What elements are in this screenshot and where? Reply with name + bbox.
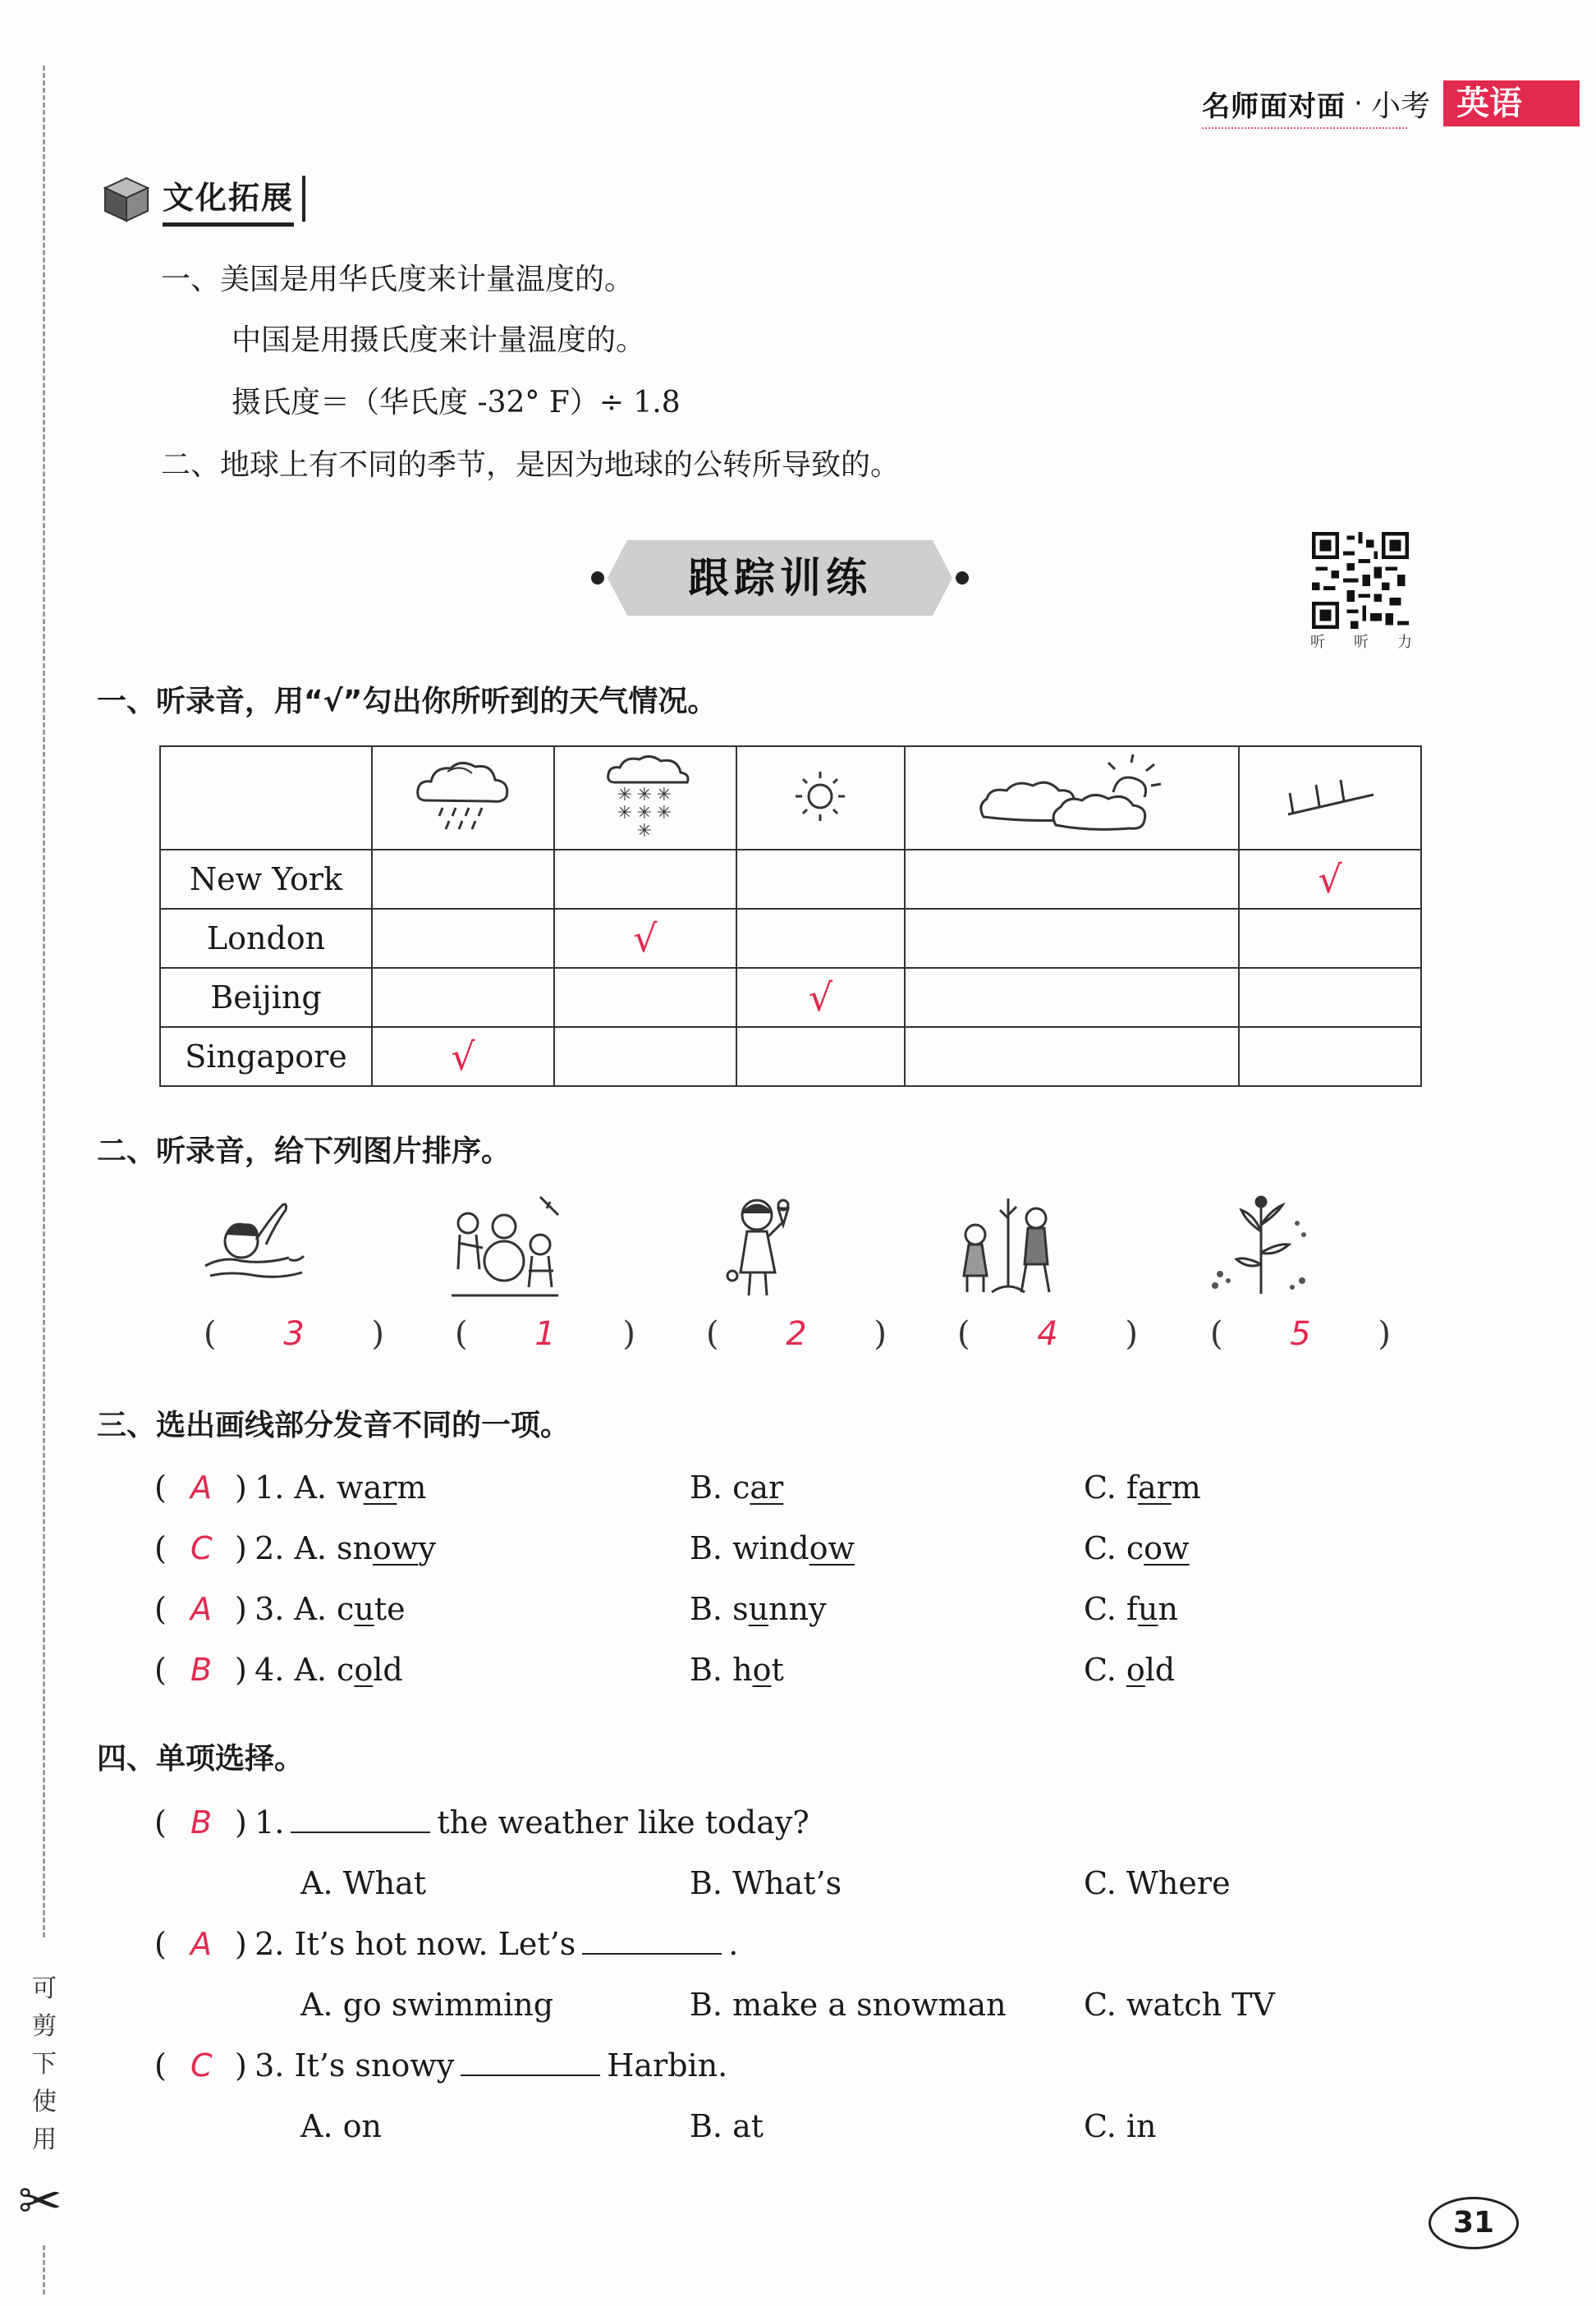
- cut-line: [43, 66, 45, 1937]
- cut-hint-char: 使: [32, 2088, 57, 2116]
- option-a: A. cold: [294, 1652, 403, 1688]
- option-b: B. make a snowman: [690, 1987, 1007, 2023]
- check-cell[interactable]: [905, 1027, 1239, 1086]
- choice-question: [154, 1804, 809, 1841]
- page-header: [1202, 82, 1580, 125]
- option-a: A. What: [300, 1865, 427, 1901]
- answer-value: C: [190, 2047, 213, 2084]
- question-number: 1.: [255, 1804, 285, 1841]
- section4-title: 四、单项选择。: [97, 1742, 305, 1776]
- question-text-post: .: [728, 1926, 739, 1962]
- order-answer[interactable]: [204, 1315, 384, 1353]
- order-answer[interactable]: [957, 1315, 1138, 1353]
- windy-icon: [1239, 746, 1421, 850]
- brand-name: 名师面对面: [1202, 84, 1346, 124]
- answer-paren[interactable]: ( C ): [154, 1530, 247, 1566]
- svg-text:✳: ✳: [656, 785, 672, 805]
- option-b: B. window: [690, 1530, 855, 1566]
- answer-value: A: [190, 1926, 212, 1962]
- culture-line: 摄氏度＝（华氏度 -32° F）÷ 1.8: [232, 386, 681, 419]
- corner-cell: [160, 746, 372, 850]
- option-b: B. sunny: [690, 1591, 827, 1627]
- training-banner: [591, 540, 969, 616]
- option-a: A. cute: [294, 1591, 406, 1627]
- check-mark: √: [808, 975, 833, 1020]
- option-c: C. farm: [1084, 1469, 1201, 1506]
- banner-title: 跟踪训练: [688, 554, 872, 602]
- svg-text:✳: ✳: [636, 803, 653, 823]
- check-mark: √: [451, 1034, 475, 1079]
- culture-line: 一、美国是用华氏度来计量温度的。: [161, 263, 635, 296]
- option-b: B. at: [690, 2108, 764, 2144]
- check-cell[interactable]: [1239, 1027, 1421, 1086]
- answer-value: A: [190, 1469, 212, 1506]
- cut-hint-char: 可: [32, 1974, 57, 2003]
- check-cell[interactable]: [554, 1027, 736, 1086]
- question-text-post: the weather like today?: [437, 1804, 809, 1841]
- check-cell[interactable]: [736, 850, 905, 909]
- answer-blank[interactable]: [582, 1928, 722, 1955]
- culture-line: 中国是用摄氏度来计量温度的。: [232, 323, 646, 357]
- autumn-tree-icon: [1200, 1190, 1323, 1305]
- answer-paren[interactable]: ( C ): [154, 2047, 247, 2084]
- answer-value: 4: [1037, 1315, 1058, 1353]
- order-answer[interactable]: [455, 1315, 635, 1353]
- cloudy-icon: [974, 751, 1171, 841]
- choice-question: [154, 1926, 738, 1962]
- rainy-icon: [372, 746, 554, 850]
- answer-paren[interactable]: ( A ): [154, 1591, 247, 1627]
- section1-title: 一、听录音，用“√”勾出你所听到的天气情况。: [97, 685, 718, 718]
- check-cell[interactable]: [372, 968, 554, 1027]
- answer-value: 2: [786, 1315, 807, 1353]
- answer-paren[interactable]: ( B ): [154, 1804, 247, 1841]
- option-c: C. fun: [1084, 1591, 1178, 1627]
- question-number: 1.: [255, 1469, 285, 1506]
- question-text-pre: It’s snowy: [294, 2047, 455, 2084]
- check-cell[interactable]: [1239, 850, 1421, 909]
- question-number: 2.: [255, 1926, 285, 1962]
- qr-label: [1310, 630, 1412, 652]
- answer-value: 1: [534, 1315, 556, 1353]
- answer-paren[interactable]: ( A ): [154, 1926, 247, 1962]
- option-c: C. cow: [1084, 1530, 1190, 1566]
- cut-line-tail: [43, 2245, 45, 2295]
- check-cell[interactable]: [372, 850, 554, 909]
- section3-title: 三、选出画线部分发音不同的一项。: [97, 1409, 571, 1442]
- paren-open: (: [455, 1315, 468, 1353]
- qr-label-char: 听: [1354, 634, 1369, 651]
- question-number: 4.: [255, 1652, 285, 1688]
- order-answer[interactable]: [706, 1315, 887, 1353]
- page-number: 31: [1429, 2197, 1519, 2249]
- windy-icon: [1277, 763, 1383, 829]
- check-cell[interactable]: [554, 909, 736, 968]
- weather-row: [160, 1027, 1421, 1086]
- answer-value: 5: [1290, 1315, 1311, 1353]
- check-cell[interactable]: [1239, 909, 1421, 968]
- phonics-question: [154, 1530, 436, 1566]
- subject-tag: 英语: [1443, 80, 1580, 126]
- answer-blank[interactable]: [461, 2050, 600, 2076]
- swimming-boy-icon: [190, 1190, 314, 1305]
- question-number: 3.: [255, 2047, 285, 2084]
- cut-hint-char: 剪: [32, 2012, 57, 2041]
- city-name: Beijing: [160, 968, 372, 1027]
- answer-paren[interactable]: ( A ): [154, 1469, 247, 1506]
- check-cell[interactable]: [554, 850, 736, 909]
- svg-text:✳: ✳: [617, 803, 633, 823]
- option-a: A. snowy: [294, 1530, 436, 1566]
- culture-title: 文化拓展: [163, 172, 294, 227]
- cube-icon: [100, 173, 153, 226]
- question-text-pre: It’s hot now. Let’s: [294, 1926, 576, 1962]
- answer-value: C: [190, 1530, 213, 1566]
- sunny-icon: [736, 746, 905, 850]
- weather-icon-row: [160, 746, 1421, 850]
- snowy-icon: [554, 746, 736, 850]
- cut-hint: [28, 1970, 61, 2159]
- planting-tree-icon: [951, 1190, 1074, 1305]
- section2-title: 二、听录音，给下列图片排序。: [97, 1135, 511, 1168]
- paren-close: ): [1378, 1315, 1391, 1353]
- weather-row: [160, 968, 1421, 1027]
- paren-close: ): [1125, 1315, 1138, 1353]
- check-mark: √: [633, 916, 658, 960]
- paren-close: ): [874, 1315, 887, 1353]
- phonics-question: [154, 1591, 406, 1627]
- check-cell[interactable]: [905, 968, 1239, 1027]
- cut-hint-char: 用: [32, 2125, 57, 2154]
- check-cell[interactable]: [905, 909, 1239, 968]
- paren-close: ): [371, 1315, 384, 1353]
- order-answer[interactable]: [1210, 1315, 1391, 1353]
- snowman-kids-icon: [443, 1190, 566, 1305]
- question-text-post: Harbin.: [607, 2047, 728, 2084]
- level-label: 小考: [1370, 89, 1430, 123]
- rainy-icon: [410, 755, 516, 837]
- paren-open: (: [706, 1315, 719, 1353]
- qr-label-char: 听: [1310, 634, 1325, 651]
- question-number: 2.: [255, 1530, 285, 1566]
- phonics-question: [154, 1652, 403, 1688]
- answer-value: A: [190, 1591, 212, 1627]
- svg-text:✳: ✳: [636, 785, 653, 805]
- check-mark: √: [1318, 857, 1342, 901]
- snowy-icon: [592, 751, 699, 841]
- paren-open: (: [957, 1315, 970, 1353]
- option-c: C. Where: [1084, 1865, 1231, 1901]
- qr-label-char: 力: [1397, 634, 1412, 651]
- girl-icecream-icon: [699, 1190, 823, 1305]
- paren-close: ): [622, 1315, 635, 1353]
- check-cell[interactable]: [554, 968, 736, 1027]
- check-cell[interactable]: [372, 1027, 554, 1086]
- answer-blank[interactable]: [291, 1807, 430, 1833]
- check-cell[interactable]: [736, 909, 905, 968]
- scissors-icon: ✂: [18, 2171, 62, 2232]
- city-name: Singapore: [160, 1027, 372, 1086]
- option-c: C. watch TV: [1084, 1987, 1275, 2023]
- option-a: A. go swimming: [300, 1987, 554, 2023]
- check-cell[interactable]: [736, 1027, 905, 1086]
- header-dot: ·: [1354, 87, 1363, 120]
- option-a: A. on: [300, 2108, 382, 2144]
- paren-open: (: [1210, 1315, 1223, 1353]
- svg-text:✳: ✳: [656, 803, 672, 823]
- sunny-icon: [771, 755, 869, 837]
- answer-paren[interactable]: ( B ): [154, 1652, 247, 1688]
- option-b: B. car: [690, 1469, 784, 1506]
- option-c: C. old: [1084, 1652, 1176, 1688]
- city-name: London: [160, 909, 372, 968]
- choice-question: [154, 2047, 727, 2084]
- phonics-question: [154, 1469, 426, 1506]
- option-b: B. What’s: [690, 1865, 842, 1901]
- weather-row: [160, 850, 1421, 909]
- weather-row: [160, 909, 1421, 968]
- answer-value: B: [190, 1804, 213, 1841]
- city-name: New York: [160, 850, 372, 909]
- option-c: C. in: [1084, 2108, 1157, 2144]
- paren-open: (: [204, 1315, 217, 1353]
- culture-heading: [100, 172, 294, 227]
- check-cell[interactable]: [1239, 968, 1421, 1027]
- svg-text:✳: ✳: [636, 821, 653, 841]
- answer-value: B: [190, 1652, 213, 1688]
- answer-value: 3: [283, 1315, 305, 1353]
- question-number: 3.: [255, 1591, 285, 1627]
- qr-code-icon[interactable]: [1312, 532, 1409, 629]
- weather-table: [159, 745, 1422, 1087]
- culture-line: 二、地球上有不同的季节，是因为地球的公转所导致的。: [161, 448, 901, 482]
- cut-hint-char: 下: [32, 2050, 57, 2079]
- cloudy-icon: [905, 746, 1239, 850]
- svg-text:✳: ✳: [617, 785, 633, 805]
- option-a: A. warm: [294, 1469, 427, 1506]
- option-b: B. hot: [690, 1652, 784, 1688]
- check-cell[interactable]: [736, 968, 905, 1027]
- check-cell[interactable]: [905, 850, 1239, 909]
- check-cell[interactable]: [372, 909, 554, 968]
